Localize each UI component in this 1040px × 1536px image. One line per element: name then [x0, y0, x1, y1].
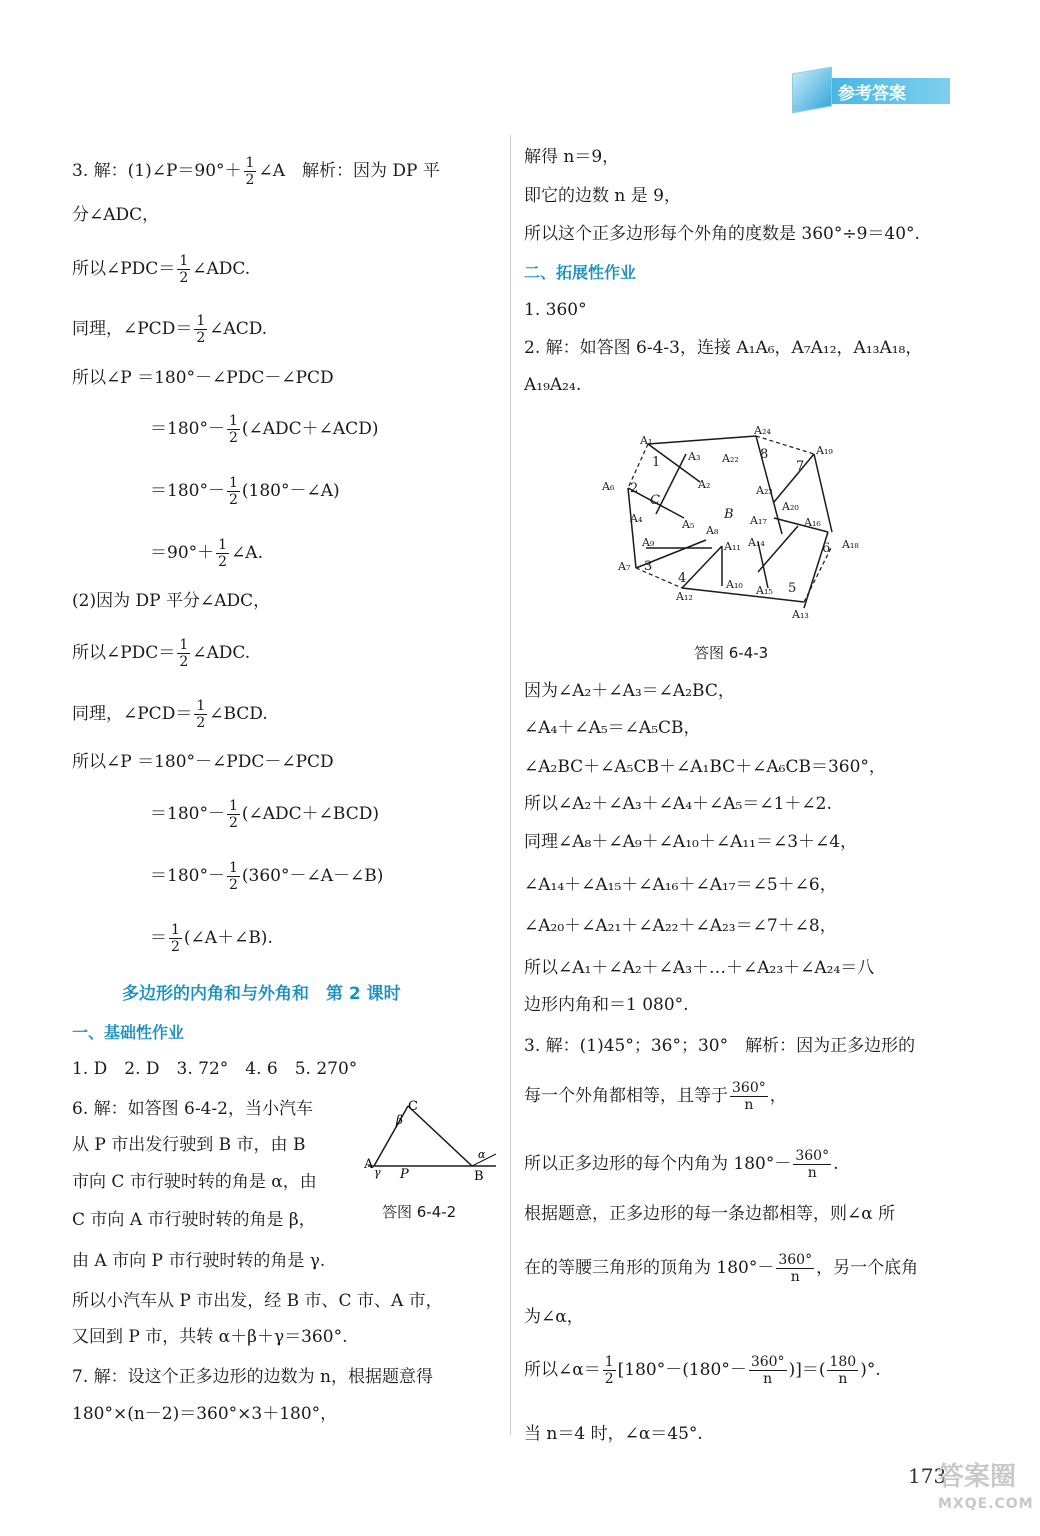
numerator: 1 [228, 413, 238, 429]
text: (180°－∠A) [241, 481, 340, 501]
numerator: 1 [218, 537, 228, 553]
text: ∠A. [231, 543, 263, 563]
text: ＝180°－ [150, 866, 225, 886]
label: A₉ [642, 536, 655, 549]
label: A₁₄ [748, 536, 765, 549]
text: ＝ [150, 928, 167, 948]
numerator: 1 [196, 313, 206, 329]
edge-A12-A13 [682, 588, 804, 602]
label: A₁₆ [804, 516, 821, 529]
r-line-16: 3. 解：(1)45°；36°；30° 解析：因为正多边形的 [524, 1036, 916, 1056]
numerator: 1 [171, 922, 180, 938]
fraction [244, 155, 257, 188]
q3-line-7 [150, 475, 340, 508]
q3-line-9: (2)因为 DP 平分∠ADC， [72, 591, 271, 611]
fraction [793, 1148, 831, 1181]
fraction [776, 1252, 814, 1285]
denominator: 2 [196, 715, 206, 731]
q3-line-8 [150, 537, 263, 570]
denominator: 2 [179, 270, 189, 286]
label: A₁₀ [726, 578, 743, 591]
edge-A6-A7 [628, 488, 636, 568]
fraction [194, 698, 207, 731]
watermark-bottom: MXQE.COM [938, 1496, 1034, 1512]
r-line-9: ∠A₂BC＋∠A₅CB＋∠A₁BC＋∠A₆CB＝360°， [524, 757, 886, 777]
label-B: B [474, 1169, 484, 1184]
text: (360°－∠A－∠B) [241, 866, 384, 886]
text: ，另一个底角 [816, 1258, 919, 1278]
fraction [169, 922, 182, 955]
label: A₂₂ [722, 452, 739, 465]
label: 6 [822, 541, 831, 556]
label: 2 [630, 481, 639, 496]
r-line-19: 根据题意，正多边形的每一条边都相等，则∠α 所 [524, 1204, 896, 1224]
q3-line-6 [150, 413, 378, 446]
answers-1-5: 1. D 2. D 3. 72° 4. 6 5. 270° [72, 1059, 358, 1079]
denominator: 2 [228, 430, 238, 446]
label: 3 [644, 559, 653, 574]
q3-line-15 [150, 922, 273, 955]
numerator: 1 [245, 155, 255, 171]
subsection-extended: 二、拓展性作业 [524, 263, 637, 282]
r-line-1: 解得 n＝9， [524, 147, 620, 167]
label: A₅ [682, 518, 695, 531]
label: A₂ [698, 478, 711, 491]
text: [180°－(180°－ [617, 1360, 747, 1380]
text: 在的等腰三角形的顶角为 180°－ [524, 1258, 775, 1278]
figure-6-4-3-caption: 答图 6-4-3 [694, 644, 769, 662]
label: A₂₃ [756, 484, 773, 497]
q6-line-1: 6. 解：如答图 6-4-2，当小汽车 [72, 1099, 313, 1119]
watermark-top: 答案圈 [938, 1462, 1017, 1492]
r-line-3: 所以这个正多边形每个外角的度数是 360°÷9＝40°. [524, 224, 920, 244]
section-title: 多边形的内角和与外角和 第 2 课时 [122, 984, 401, 1004]
label: A₁₈ [842, 538, 859, 551]
r-line-2: 即它的边数 n 是 9， [524, 186, 681, 206]
label: 7 [796, 459, 805, 474]
r-line-7: 因为∠A₂＋∠A₃＝∠A₂BC， [524, 681, 735, 701]
numerator: 1 [179, 253, 189, 269]
q3-line-2: 分∠ADC， [72, 205, 160, 225]
denominator: n [838, 1371, 848, 1387]
label: A₁₇ [750, 514, 767, 527]
text: 所以正多边形的每个内角为 180°－ [524, 1154, 792, 1174]
watermark-logo [938, 1460, 1034, 1532]
edge-A1-A24 [648, 436, 756, 444]
numerator: 1 [228, 475, 238, 491]
numerator: 360° [732, 1080, 766, 1096]
q7-line-1: 7. 解：设这个正多边形的边数为 n，根据题意得 [72, 1367, 433, 1387]
fraction [827, 1354, 858, 1387]
text: ∠A 解析：因为 DP 平 [258, 161, 440, 181]
q3-line-11 [72, 698, 268, 731]
fraction [177, 637, 190, 670]
label: A₂₄ [754, 424, 771, 437]
fraction [730, 1080, 768, 1113]
numerator: 360° [778, 1252, 813, 1268]
label: 8 [760, 447, 769, 462]
segment-CB [408, 1106, 472, 1166]
fraction [177, 253, 190, 286]
r-line-17 [524, 1080, 787, 1113]
numerator: 1 [228, 798, 238, 814]
text: 3. 解：(1)∠P＝90°＋ [72, 161, 242, 181]
r-line-14: 所以∠A₁＋∠A₂＋∠A₃＋…＋∠A₂₃＋∠A₂₄＝八 [524, 958, 875, 978]
q7-line-2: 180°×(n－2)＝360°×3＋180°， [72, 1404, 338, 1424]
fraction [227, 860, 240, 893]
r-line-5: 2. 解：如答图 6-4-3，连接 A₁A₆，A₇A₁₂，A₁₃A₁₈， [524, 338, 923, 358]
label-beta: β [396, 1113, 403, 1127]
text: ∠BCD. [209, 704, 268, 724]
cube-icon [792, 66, 832, 113]
denominator: n [790, 1269, 800, 1285]
label: 4 [678, 571, 687, 586]
r-line-13: ∠A₂₀＋∠A₂₁＋∠A₂₂＋∠A₂₃＝∠7＋∠8， [524, 916, 837, 936]
r-line-8: ∠A₄＋∠A₅＝∠A₅CB， [524, 718, 701, 738]
text: 所以∠PDC＝ [72, 259, 176, 279]
r-line-10: 所以∠A₂＋∠A₃＋∠A₄＋∠A₅＝∠1＋∠2. [524, 794, 832, 814]
q3-line-4 [72, 313, 267, 346]
text: ＝180°－ [150, 481, 225, 501]
label: A₆ [602, 480, 615, 493]
r-line-20 [524, 1252, 918, 1285]
figure-6-4-2-caption: 答图 6-4-2 [382, 1203, 457, 1221]
denominator: n [744, 1097, 754, 1113]
text: 每一个外角都相等，且等于 [524, 1086, 728, 1106]
fraction [227, 475, 240, 508]
fraction [603, 1354, 616, 1387]
denominator: 2 [171, 939, 180, 955]
denominator: 2 [228, 492, 238, 508]
q3-line-12: 所以∠P ＝180°－∠PDC－∠PCD [72, 752, 334, 772]
numerator: 180 [829, 1354, 857, 1370]
q3-line-3 [72, 253, 250, 286]
label: A₃ [688, 450, 701, 463]
fraction [227, 798, 240, 831]
r-line-22 [524, 1354, 881, 1387]
q6-line-6: 所以小汽车从 P 市出发，经 B 市、C 市、A 市， [72, 1291, 443, 1311]
r-line-11: 同理∠A₈＋∠A₉＋∠A₁₀＋∠A₁₁＝∠3＋∠4， [524, 832, 858, 852]
denominator: 2 [228, 877, 238, 893]
r-line-12: ∠A₁₄＋∠A₁₅＋∠A₁₆＋∠A₁₇＝∠5＋∠6， [524, 875, 837, 895]
denominator: 2 [196, 330, 206, 346]
banner-label: 参考答案 [838, 84, 906, 104]
denominator: 2 [179, 654, 189, 670]
label-A: A [364, 1157, 374, 1172]
text: . [833, 1154, 839, 1174]
figure-6-4-3 [598, 422, 878, 622]
label: A₁₉ [816, 444, 833, 457]
text: 同理，∠PCD＝ [72, 319, 193, 339]
q3-line-13 [150, 798, 379, 831]
q6-line-4: C 市向 A 市行驶时转的角是 β， [72, 1210, 316, 1230]
dashed-A7-A12 [636, 568, 682, 588]
page-number: 173 [908, 1464, 947, 1488]
q3-line-5: 所以∠P ＝180°－∠PDC－∠PCD [72, 368, 334, 388]
q3-line-1 [72, 155, 440, 188]
q6-line-7: 又回到 P 市，共转 α＋β＋γ＝360°. [72, 1327, 348, 1347]
r-line-23: 当 n＝4 时，∠α＝45°. [524, 1424, 703, 1444]
label: A₇ [618, 560, 631, 573]
edge-A12-A11 [682, 546, 722, 588]
label: A₂₀ [782, 500, 799, 513]
text: ∠ACD. [209, 319, 268, 339]
numerator: 1 [179, 637, 189, 653]
text: ＝180°－ [150, 419, 225, 439]
numerator: 360° [795, 1148, 830, 1164]
edge-A19-A20 [774, 454, 814, 502]
text: 所以∠PDC＝ [72, 643, 176, 663]
text: ＝180°－ [150, 804, 225, 824]
text: (∠A＋∠B). [183, 928, 273, 948]
fraction [749, 1354, 787, 1387]
r-line-6: A₁₉A₂₄. [524, 375, 582, 395]
label-gamma: γ [374, 1166, 381, 1179]
label: C [650, 493, 660, 508]
subsection-basic: 一、基础性作业 [72, 1023, 185, 1042]
label: A₁₁ [724, 540, 741, 553]
label-P: P [400, 1167, 409, 1182]
label: 1 [652, 455, 661, 470]
q3-line-10 [72, 637, 250, 670]
text: )]＝( [788, 1360, 826, 1380]
label: A₄ [630, 512, 643, 525]
text: ， [769, 1086, 787, 1106]
figure-6-4-2 [362, 1096, 502, 1186]
fraction [227, 413, 240, 446]
label-alpha: α [478, 1148, 486, 1161]
text: ＝90°＋ [150, 543, 215, 563]
label: A₁ [640, 434, 653, 447]
label-C: C [408, 1099, 418, 1114]
r-line-21: 为∠α， [524, 1307, 584, 1327]
text: ∠ADC. [192, 643, 251, 663]
text: (∠ADC＋∠ACD) [241, 419, 379, 439]
q6-line-5: 由 A 市向 P 市行驶时转的角是 γ. [72, 1251, 326, 1271]
label: B [724, 507, 734, 522]
denominator: n [763, 1371, 773, 1387]
r-line-18 [524, 1148, 839, 1181]
r-line-15: 边形内角和＝1 080°. [524, 995, 689, 1015]
fraction [216, 537, 229, 570]
denominator: 2 [245, 172, 255, 188]
label: A₈ [706, 524, 719, 537]
label: A₁₃ [792, 608, 809, 621]
denominator: 2 [228, 815, 238, 831]
q6-line-3: 市向 C 市行驶时转的角是 α，由 [72, 1172, 317, 1192]
denominator: n [807, 1165, 817, 1181]
numerator: 1 [228, 860, 238, 876]
edge-A15-A17 [758, 526, 798, 572]
r-line-4: 1. 360° [524, 300, 587, 320]
numerator: 360° [750, 1354, 785, 1370]
text: )°. [860, 1360, 881, 1380]
label: A₁₅ [756, 584, 773, 597]
q3-line-14 [150, 860, 383, 893]
label: A₁₂ [676, 590, 693, 603]
text: ∠ADC. [192, 259, 251, 279]
q6-line-2: 从 P 市出发行驶到 B 市，由 B [72, 1135, 306, 1155]
text: (∠ADC＋∠BCD) [241, 804, 379, 824]
numerator: 1 [604, 1354, 614, 1370]
text: 同理，∠PCD＝ [72, 704, 193, 724]
label: 5 [788, 581, 797, 596]
fraction [194, 313, 207, 346]
column-divider [510, 135, 511, 1435]
numerator: 1 [196, 698, 206, 714]
denominator: 2 [604, 1371, 614, 1387]
denominator: 2 [218, 554, 228, 570]
answer-banner [792, 66, 950, 112]
text: 所以∠α＝ [524, 1360, 601, 1380]
